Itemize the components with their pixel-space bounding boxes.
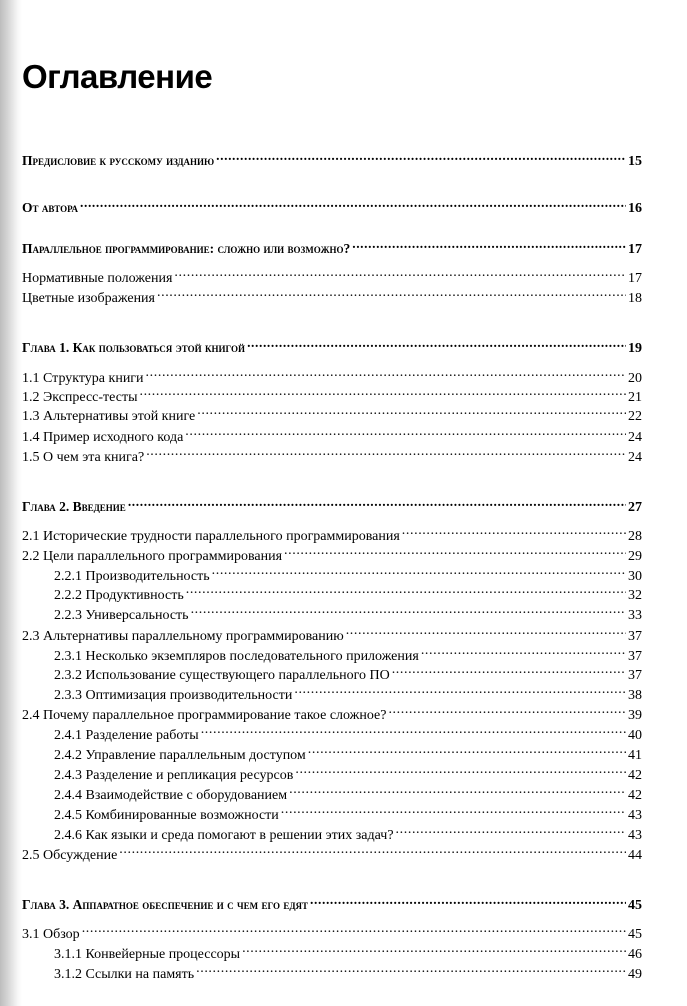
toc-entry-title: 1.1 Структура книги (22, 371, 144, 386)
toc-entry-title: 2.4.6 Как языки и среда помогают в решении этих задач? (54, 828, 394, 843)
toc-dot-leader (396, 825, 626, 839)
toc-entry-title: 2.4.4 Взаимодействие с оборудованием (54, 788, 288, 803)
toc-subsection-entry[interactable] (22, 785, 642, 805)
toc-page-number: 17 (628, 271, 642, 286)
toc-dot-leader (388, 705, 626, 719)
toc-section-entry[interactable] (22, 626, 642, 646)
toc-page-number: 43 (628, 828, 642, 843)
toc-page-number: 28 (628, 529, 642, 544)
toc-dot-leader (281, 805, 626, 819)
toc-dot-leader (80, 198, 626, 212)
toc-page-number: 40 (628, 728, 642, 743)
toc-dot-leader (201, 725, 626, 739)
toc-entry-title: 1.5 О чем эта книга? (22, 450, 145, 465)
toc-entry-title: 2.1 Исторические трудности параллельного программирования (22, 529, 400, 544)
toc-entry-title: 2.4.2 Управление параллельным доступом (54, 748, 306, 763)
toc-entry-title: Нормативные положения (22, 271, 173, 286)
toc-dot-leader (119, 845, 626, 859)
toc-subsection-entry[interactable] (22, 805, 642, 825)
toc-page-number: 33 (628, 608, 642, 623)
toc-dot-leader (146, 368, 626, 382)
toc-subsection-entry[interactable] (22, 646, 642, 666)
toc-section-entry[interactable] (22, 447, 642, 467)
toc-subsection-entry[interactable] (22, 725, 642, 745)
toc-section-entry[interactable] (22, 924, 642, 944)
toc-section-entry[interactable] (22, 845, 642, 865)
toc-entry-title: 2.4.3 Разделение и репликация ресурсов (54, 768, 294, 783)
toc-entry-title: 2.2.3 Универсальность (54, 608, 189, 623)
toc-subsection-entry[interactable] (22, 605, 642, 625)
toc-dot-leader (289, 785, 626, 799)
toc-dot-leader (191, 605, 626, 619)
toc-entry-title: 2.3 Альтернативы параллельному программированию (22, 629, 344, 644)
toc-subsection-entry[interactable] (22, 685, 642, 705)
toc-dot-leader (294, 685, 626, 699)
toc-page-number: 30 (628, 569, 642, 584)
toc-page-number: 22 (628, 409, 642, 424)
toc-page-number: 49 (628, 967, 642, 982)
toc-section-entry[interactable] (22, 368, 642, 388)
toc-dot-leader (196, 964, 626, 978)
toc-chapter-entry[interactable] (22, 198, 642, 218)
toc-dot-leader (146, 447, 626, 461)
toc-chapter-entry[interactable] (22, 338, 642, 358)
toc-page-number: 19 (628, 341, 642, 356)
toc-page-number: 42 (628, 788, 642, 803)
toc-section-entry[interactable] (22, 705, 642, 725)
toc-entry-title: 1.4 Пример исходного кода (22, 430, 184, 445)
toc-page-number: 46 (628, 947, 642, 962)
toc-dot-leader (352, 239, 626, 253)
toc-entry-title: 2.3.1 Несколько экземпляров последовательного приложения (54, 649, 419, 664)
toc-subsection-entry[interactable] (22, 745, 642, 765)
toc-dot-leader (197, 406, 626, 420)
toc-subsection-entry[interactable] (22, 944, 642, 964)
toc-dot-leader (212, 566, 626, 580)
toc-page-number: 18 (628, 291, 642, 306)
toc-page-number: 32 (628, 588, 642, 603)
toc-section-entry[interactable] (22, 427, 642, 447)
toc-page-number: 41 (628, 748, 642, 763)
toc-page-number: 24 (628, 450, 642, 465)
toc-entry-title: 2.4.5 Комбинированные возможности (54, 808, 279, 823)
toc-entry-title: Глава 1. Как пользоваться этой книгой (22, 340, 246, 355)
toc-entry-title: Предисловие к русскому изданию (22, 153, 215, 168)
toc-entry-title: 2.3.2 Использование существующего параллельного ПО (54, 668, 390, 683)
toc-page-number: 21 (628, 390, 642, 405)
toc-dot-leader (392, 665, 626, 679)
toc-page-number: 20 (628, 371, 642, 386)
toc-page-number: 29 (628, 549, 642, 564)
toc-entry-title: 3.1.2 Ссылки на память (54, 967, 195, 982)
toc-section-entry[interactable] (22, 406, 642, 426)
toc-page-number: 37 (628, 629, 642, 644)
toc-entry-title: Глава 2. Введение (22, 499, 126, 514)
toc-dot-leader (308, 745, 626, 759)
toc-entry-title: Цветные изображения (22, 291, 155, 306)
toc-entry-title: 2.5 Обсуждение (22, 848, 118, 863)
toc-dot-leader (402, 526, 626, 540)
toc-dot-leader (82, 924, 626, 938)
toc-entry-title: 1.2 Экспресс-тесты (22, 390, 138, 405)
toc-page-number: 44 (628, 848, 642, 863)
toc-page-number: 45 (628, 898, 642, 913)
toc-entry-title: 2.2.2 Продуктивность (54, 588, 184, 603)
toc-entry-title: Параллельное программирование: сложно или возможно? (22, 241, 351, 256)
toc-page-number: 16 (628, 201, 642, 216)
toc-section-entry[interactable] (22, 268, 642, 288)
toc-entry-title: Глава 3. Аппаратное обеспечение и с чем его едят (22, 897, 309, 912)
toc-chapter-entry[interactable] (22, 151, 642, 171)
toc-dot-leader (157, 288, 626, 302)
toc-chapter-entry[interactable] (22, 239, 642, 259)
toc-page-number: 39 (628, 708, 642, 723)
toc-dot-leader (216, 151, 626, 165)
toc-chapter-entry[interactable] (22, 895, 642, 915)
toc-entry-title: 2.4.1 Разделение работы (54, 728, 199, 743)
toc-dot-leader (185, 427, 626, 441)
toc-dot-leader (186, 585, 626, 599)
toc-entry-title: От автора (22, 200, 78, 215)
toc-section-entry[interactable] (22, 387, 642, 407)
toc-dot-leader (139, 387, 626, 401)
toc-subsection-entry[interactable] (22, 585, 642, 605)
toc-entry-title: 2.2 Цели параллельного программирования (22, 549, 283, 564)
toc-page-number: 24 (628, 430, 642, 445)
toc-page-number: 37 (628, 668, 642, 683)
toc-dot-leader (174, 268, 626, 282)
toc-subsection-entry[interactable] (22, 964, 642, 984)
page-title: Оглавление (22, 58, 213, 95)
toc-subsection-entry[interactable] (22, 665, 642, 685)
toc-page-number: 37 (628, 649, 642, 664)
toc-dot-leader (295, 765, 626, 779)
toc-page-number: 27 (628, 500, 642, 515)
toc-page-number: 45 (628, 927, 642, 942)
toc-entry-title: 3.1.1 Конвейерные процессоры (54, 947, 241, 962)
toc-section-entry[interactable] (22, 546, 642, 566)
toc-subsection-entry[interactable] (22, 765, 642, 785)
toc-dot-leader (310, 895, 626, 909)
toc-entry-title: 3.1 Обзор (22, 927, 80, 942)
toc-page-number: 38 (628, 688, 642, 703)
toc-dot-leader (128, 497, 626, 511)
toc-chapter-entry[interactable] (22, 497, 642, 517)
page-spine-shadow (0, 0, 22, 1006)
toc-dot-leader (421, 646, 626, 660)
toc-entry-title: 2.3.3 Оптимизация производительности (54, 688, 293, 703)
toc-dot-leader (346, 626, 626, 640)
toc-page-number: 17 (628, 242, 642, 257)
toc-dot-leader (247, 338, 626, 352)
toc-subsection-entry[interactable] (22, 825, 642, 845)
toc-section-entry[interactable] (22, 288, 642, 308)
toc-entry-title: 1.3 Альтернативы этой книге (22, 409, 196, 424)
toc-dot-leader (284, 546, 626, 560)
toc-page-number: 42 (628, 768, 642, 783)
toc-page-number: 43 (628, 808, 642, 823)
toc-dot-leader (242, 944, 626, 958)
toc-entry-title: 2.4 Почему параллельное программирование такое сложное? (22, 708, 387, 723)
toc-subsection-entry[interactable] (22, 566, 642, 586)
toc-page-number: 15 (628, 154, 642, 169)
toc-entry-title: 2.2.1 Производительность (54, 569, 210, 584)
toc-section-entry[interactable] (22, 526, 642, 546)
